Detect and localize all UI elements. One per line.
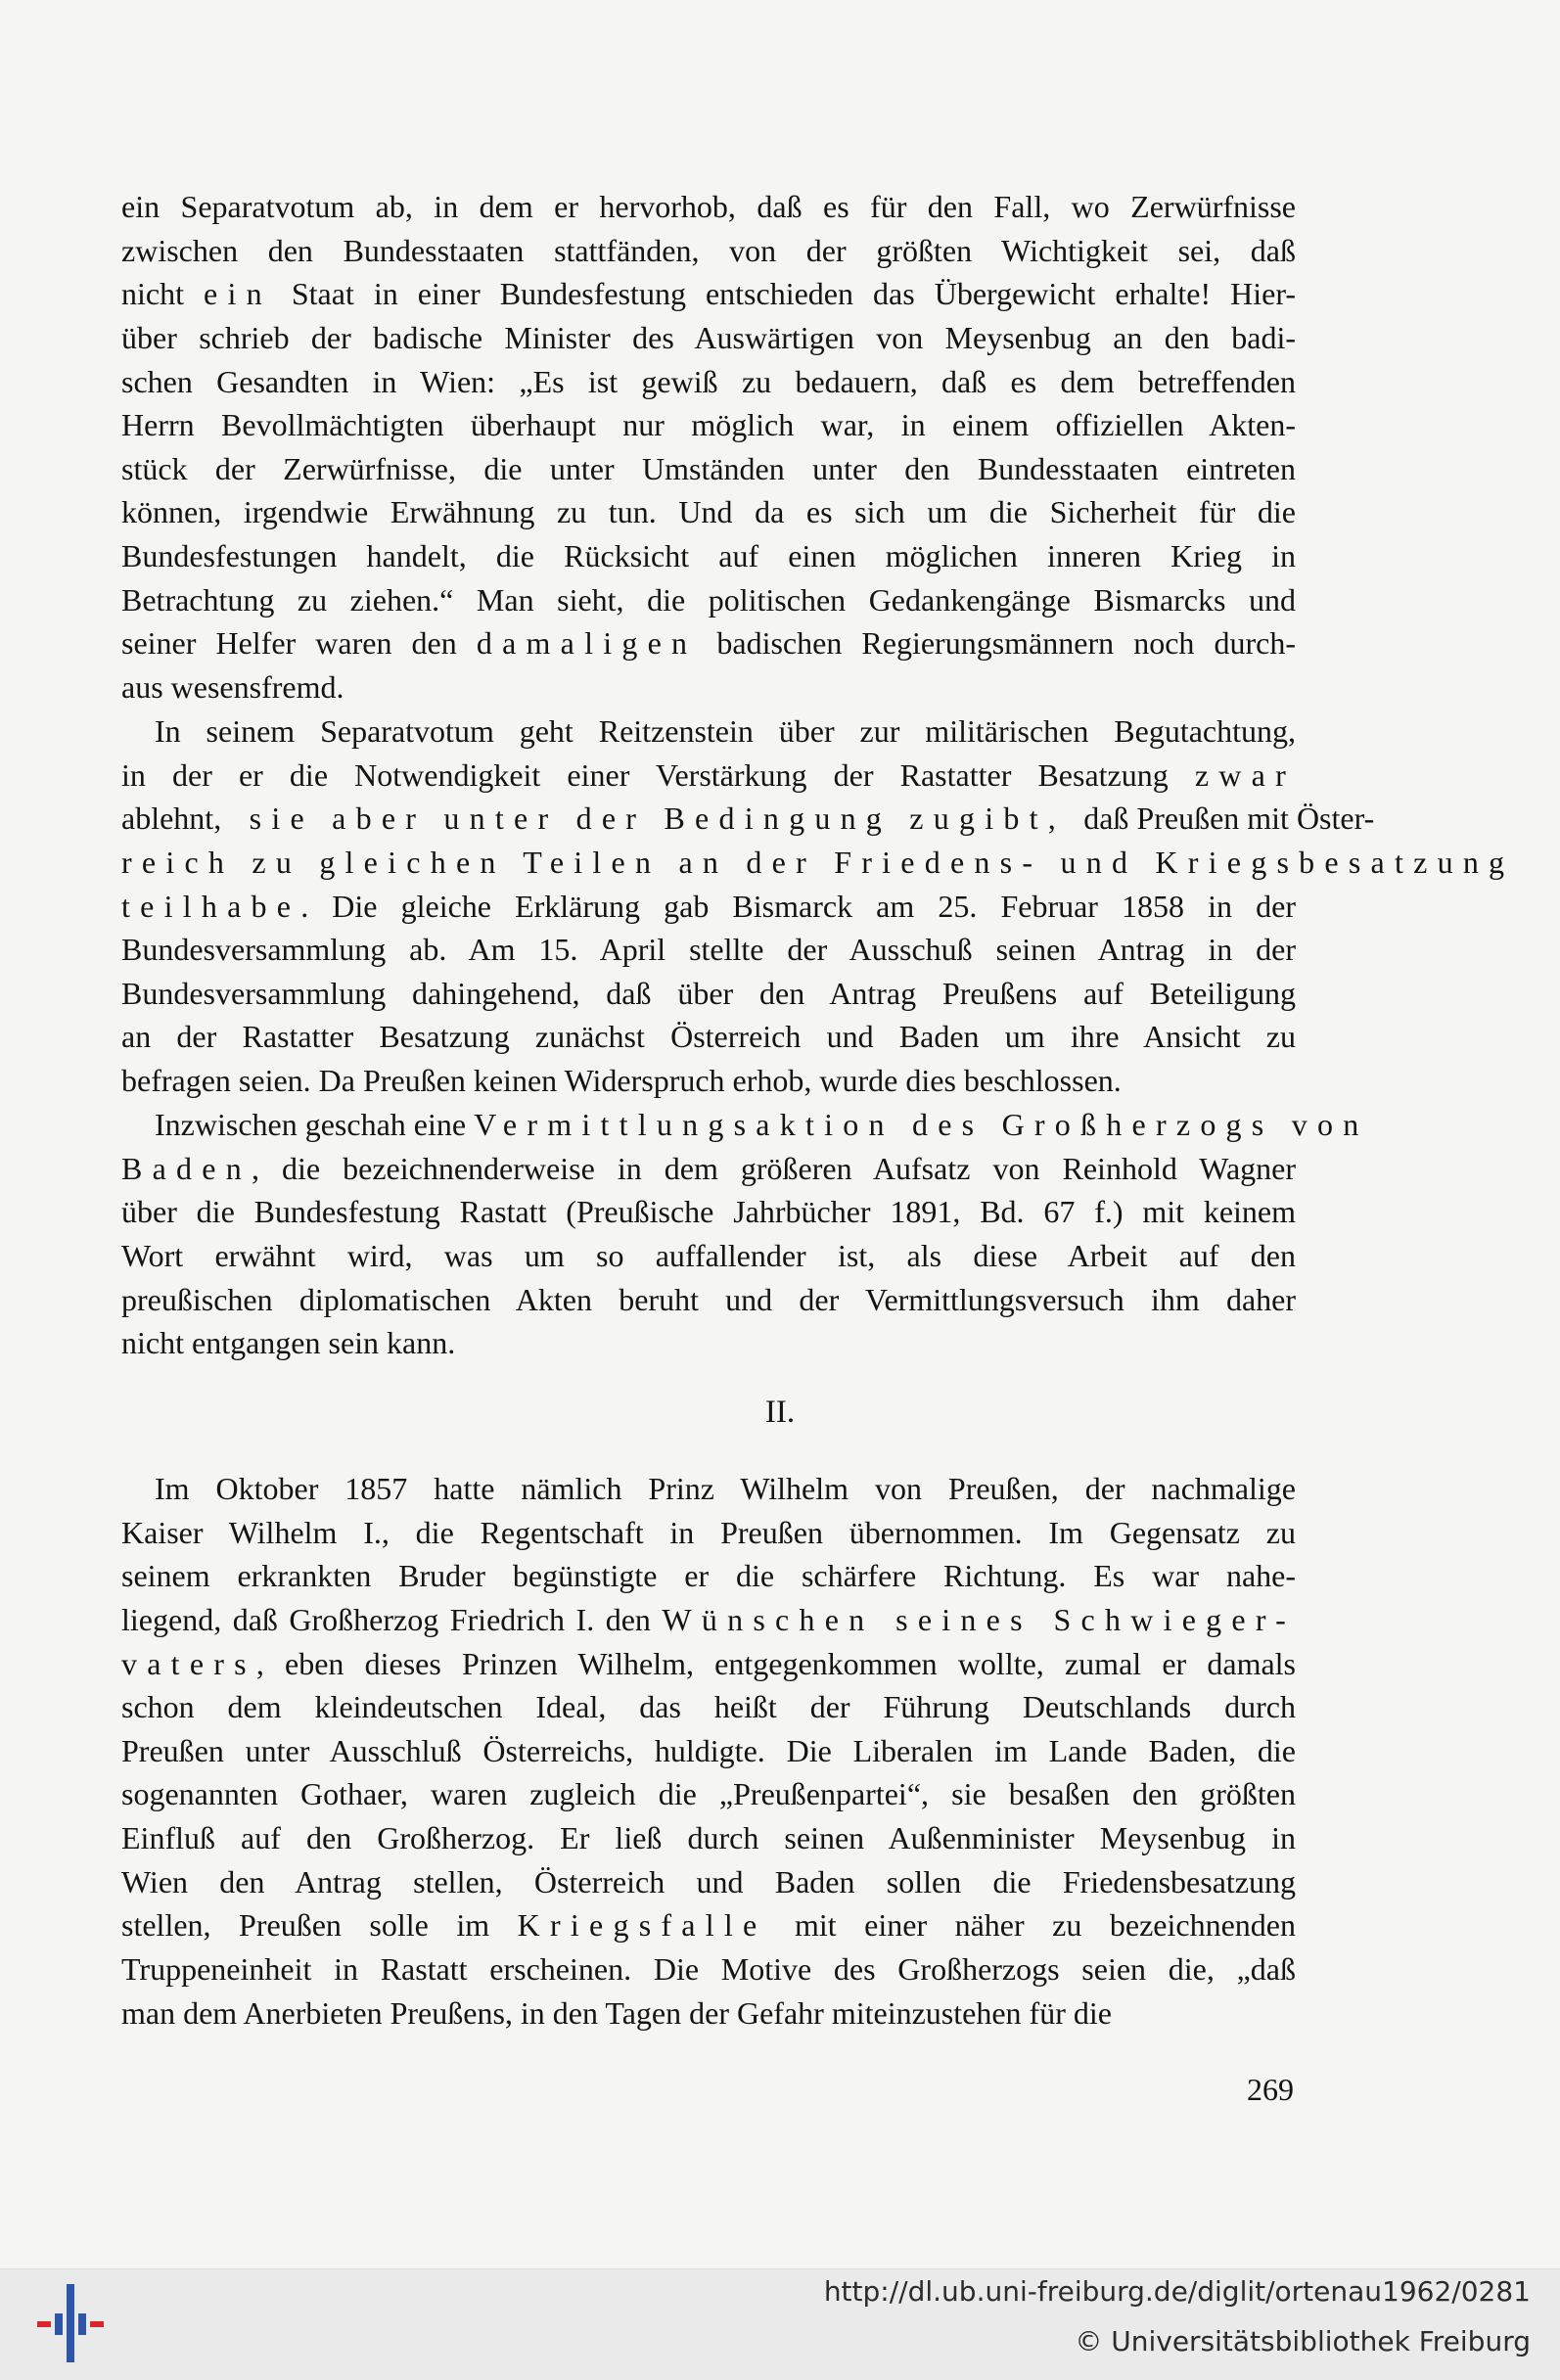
text-run: seinem erkrankten Bruder begünstigte er die schärfere Richtung. Es war nahe- <box>121 1558 1296 1594</box>
spaced-emphasis: ein <box>204 276 272 312</box>
spaced-emphasis: Vermittlungsaktion des Großherzogs von <box>474 1107 1369 1142</box>
text-line <box>121 1903 1296 1947</box>
text-run: zwischen den Bundesstaaten stattfänden, von der größten Wichtigkeit sei, daß <box>121 232 1296 268</box>
text-run: aus wesensfremd. <box>121 669 344 706</box>
text-line <box>121 1015 1296 1059</box>
text-run: Truppeneinheit in Rastatt erscheinen. Die Motive des Großherzogs seien die, „daß <box>121 1951 1296 1988</box>
source-url-link[interactable]: http://dl.ub.uni-freiburg.de/diglit/ortenau1962/0281 <box>823 2275 1531 2308</box>
text-line <box>121 1467 1296 1511</box>
text-run: Im Oktober 1857 hatte nämlich Prinz Wilhelm von Preußen, der nachmalige <box>155 1471 1296 1506</box>
text-run: Betrachtung zu ziehen.“ Man sieht, die politischen Gedankengänge Bismarcks und <box>121 581 1296 618</box>
text-line <box>121 578 1296 622</box>
text-line <box>121 797 1375 841</box>
spaced-emphasis: Baden <box>121 1150 252 1186</box>
text-run: stück der Zerwürfnisse, die unter Umständen unter den Bundesstaaten eintreten <box>121 450 1296 486</box>
text-line <box>121 1685 1296 1729</box>
spaced-emphasis: reich zu gleichen Teilen an der Friedens- und Kriegsbesatzung <box>121 844 1515 880</box>
text-line <box>121 1103 1369 1147</box>
text-line <box>121 709 1296 754</box>
page-number: 269 <box>1247 2072 1294 2107</box>
text-run: an der Rastatter Besatzung zunächst Österreich und Baden um ihre Ansicht zu <box>121 1019 1296 1055</box>
text-run: sogenannten Gothaer, waren zugleich die „Preußenpartei“, sie besaßen den größten <box>121 1776 1296 1812</box>
text-line <box>121 972 1296 1016</box>
text-run: nicht entgangen sein kann. <box>121 1325 456 1361</box>
text-line <box>121 1947 1296 1991</box>
text-run: Staat in einer Bundesfestung entschieden das Übergewicht erhalte! Hier- <box>271 276 1297 312</box>
text-run: in der er die Notwendigkeit einer Verstärkung der Rastatter Besatzung <box>121 756 1195 793</box>
text-line <box>121 1059 1296 1103</box>
text-line <box>121 1234 1296 1278</box>
text-line <box>121 316 1296 360</box>
text-run: ein Separatvotum ab, in dem er hervorhob, daß es für den Fall, wo Zerwürfnisse <box>121 189 1296 224</box>
text-run: befragen seien. Da Preußen keinen Widerspruch erhob, wurde dies beschlossen. <box>121 1063 1122 1099</box>
text-line <box>121 754 1296 798</box>
text-run: liegend, daß Großherzog Friedrich I. den <box>121 1601 663 1637</box>
text-run: über schrieb der badische Minister des Auswärtigen von Meysenbug an den badi- <box>121 319 1296 355</box>
text-run: Inzwischen geschah eine <box>155 1107 475 1142</box>
text-run: preußischen diplomatischen Akten beruht und der Vermittlungsversuch ihm daher <box>121 1281 1296 1317</box>
text-run: daß Preußen mit Öster- <box>1083 801 1375 837</box>
text-line <box>121 1511 1296 1555</box>
text-line <box>121 1991 1296 2036</box>
paragraph-4 <box>121 1467 1296 2035</box>
spaced-emphasis: damaligen <box>476 625 698 662</box>
section-heading: II. <box>764 1395 796 1430</box>
text-run: Preußen unter Ausschluß Österreichs, huldigte. Die Liberalen im Lande Baden, die <box>121 1732 1296 1768</box>
text-line <box>121 1598 1296 1642</box>
text-run: seiner Helfer waren den <box>121 625 477 662</box>
text-run: , eben dieses Prinzen Wilhelm, entgegenkommen wollte, zumal er damals <box>255 1645 1296 1681</box>
text-line <box>121 229 1296 273</box>
text-run: . Die gleiche Erklärung gab Bismarck am 25. Februar 1858 in der <box>300 888 1296 924</box>
text-run: badischen Regierungsmännern noch durch- <box>697 625 1297 662</box>
text-run: ablehnt <box>121 801 214 837</box>
text-line <box>121 534 1296 578</box>
text-run: können, irgendwie Erwähnung zu tun. Und da es sich um die Sicherheit für die <box>121 494 1296 530</box>
text-line <box>121 665 1296 709</box>
text-run: man dem Anerbieten Preußens, in den Tagen der Gefahr miteinzustehen für die <box>121 1994 1112 2031</box>
text-line <box>121 447 1296 491</box>
paragraph-1 <box>121 185 1296 709</box>
text-run: nicht <box>121 276 205 312</box>
text-run: In seinem Separatvotum geht Reitzenstein über zur militärischen Begutachtung, <box>155 713 1296 749</box>
text-line <box>121 185 1296 229</box>
spaced-emphasis: , sie aber unter der Bedingung zugibt, <box>213 801 1084 837</box>
text-run: , die bezeichnenderweise in dem größeren Aufsatz von Reinhold Wagner <box>251 1150 1296 1186</box>
text-line <box>121 1816 1296 1860</box>
text-run: Wien den Antrag stellen, Österreich und Baden sollen die Friedensbesatzung <box>121 1863 1296 1899</box>
paragraph-2 <box>121 709 1515 1103</box>
text-line <box>121 1729 1296 1773</box>
text-line <box>121 841 1515 885</box>
text-line <box>121 360 1296 404</box>
paragraph-3 <box>121 1103 1369 1365</box>
text-line <box>121 1321 1296 1365</box>
text-run: Einfluß auf den Großherzog. Er ließ durch seinen Außenminister Meysenbug in <box>121 1820 1296 1856</box>
text-run: Bundesversammlung ab. Am 15. April stellte der Ausschuß seinen Antrag in der <box>121 932 1296 968</box>
text-run: Bundesversammlung dahingehend, daß über den Antrag Preußens auf Beteiligung <box>121 975 1296 1011</box>
spaced-emphasis: teilhabe <box>121 888 301 924</box>
spaced-emphasis: vaters <box>121 1645 256 1681</box>
text-run: Herrn Bevollmächtigten überhaupt nur möglich war, in einem offiziellen Akten- <box>121 407 1296 443</box>
text-run: über die Bundesfestung Rastatt (Preußische Jahrbücher 1891, Bd. 67 f.) mit keinem <box>121 1194 1296 1230</box>
spaced-emphasis: Kriegsfalle <box>517 1907 767 1944</box>
text-run: schon dem kleindeutschen Ideal, das heißt der Führung Deutschlands durch <box>121 1689 1296 1725</box>
text-line <box>121 1554 1296 1598</box>
text-line <box>121 928 1296 972</box>
text-line <box>121 1860 1296 1904</box>
text-line <box>121 885 1296 929</box>
text-line <box>121 1772 1296 1816</box>
text-line <box>121 1147 1296 1191</box>
text-run: stellen, Preußen solle im <box>121 1907 518 1944</box>
text-line <box>121 272 1296 316</box>
text-run: Wort erwähnt wird, was um so auffallender ist, als diese Arbeit auf den <box>121 1237 1296 1273</box>
text-line <box>121 1642 1296 1686</box>
text-line <box>121 490 1296 534</box>
text-line <box>121 621 1296 665</box>
text-line <box>121 1190 1296 1234</box>
text-line <box>121 403 1296 447</box>
copyright-notice: © Universitätsbibliothek Freiburg <box>1075 2325 1531 2357</box>
text-run: Kaiser Wilhelm I., die Regentschaft in Preußen übernommen. Im Gegensatz zu <box>121 1514 1296 1550</box>
text-run: Bundesfestungen handelt, die Rücksicht auf einen möglichen inneren Krieg in <box>121 538 1296 574</box>
text-line <box>121 1278 1296 1322</box>
spaced-emphasis: zwar <box>1194 756 1296 793</box>
spaced-emphasis: Wünschen seines Schwieger- <box>662 1601 1296 1637</box>
ub-freiburg-logo <box>37 2284 98 2362</box>
text-run: mit einer näher zu bezeichnenden <box>766 1907 1297 1944</box>
text-run: schen Gesandten in Wien: „Es ist gewiß zu bedauern, daß es dem betreffenden <box>121 363 1296 399</box>
